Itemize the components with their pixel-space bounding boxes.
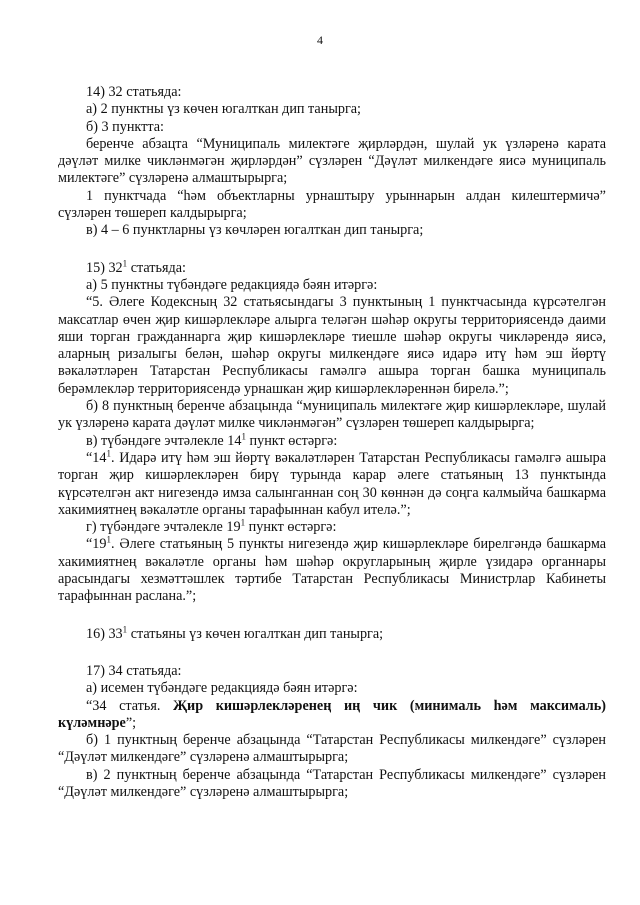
section-15-item-c: [58, 430, 606, 450]
section-15-item-d-suffix: пункт өстәргә:: [245, 519, 337, 536]
section-15-item-d-text: г) түбәндәге эчтәлекле 19: [86, 519, 241, 536]
section-14-paragraph-2: 1 пунктчада “һәм объектларны урнаштыру урыннарын алдан килештермичә” сүзләрен төшереп калдырырга;: [58, 187, 606, 222]
quote-body: . Идарә итү һәм эш йөртү вәкаләтләрен Татарстан Республикасы гамәлгә ашыра торган җир кишәрлекләрен бирү турында карар әлеге статьяның 13 пунктында күрсәтелгән акт нигезендә имза салынганнан соң 30 көннән дә соңга калмыйча башкарма хакимиятнең вәкаләтле органы тарафыннан кабул ителә.”;: [58, 449, 606, 518]
section-15-item-c-text: в) түбәндәге эчтәлекле 14: [86, 432, 242, 449]
superscript: 1: [106, 448, 111, 459]
superscript: 1: [241, 430, 246, 441]
section-15-item-d: [58, 519, 606, 536]
section-17-item-a: а) исемен түбәндәге редакциядә бәян итәргә:: [86, 680, 358, 697]
section-15-item-c-suffix: пункт өстәргә:: [245, 432, 338, 449]
section-14-paragraph-1: беренче абзацта “Муниципаль милектәге җирләрдән, шулай ук үзләренә карата дәүләт милке чикләнмәгән җирләрдән” сүзләрен “Дәүләт милкендәге яисә муниципаль милектәге” сүзләренә алмаштырырга;: [58, 135, 606, 187]
quote-body: . Әлеге статьяның 5 пункты нигезендә җир кишәрлекләре бирелгәндә башкарма хакимиятнең вәкаләтле органы һәм шәһәр округларының җирле үзидарә органнары арасындагы хезмәттәшлек тәртибе Татарстан Республикасы Министрлар Кабинеты тарафыннан раслана.”;: [58, 536, 606, 605]
section-16-text: 16) 33: [86, 625, 123, 642]
superscript: 1: [240, 517, 246, 528]
section-gap: [58, 606, 606, 626]
section-14-item-c: в) 4 – 6 пунктларны үз көчләрен югалткан дип танырга;: [86, 222, 424, 239]
section-16-suffix: статьяны үз көчен югалткан дип танырга;: [127, 625, 384, 642]
section-15-item-a-text: “5. Әлеге Кодексның 32 статьясындагы 3 пунктының 1 пунктчасында күрсәтелгән максатлар өчен җир кишәрлекләре алырга теләгән шәһәр округы территориясендә даими яши торган гражданнарга җир кишәрлекләре тиешле шәһәр округы чикләрендә яисә, аларның ризалыгы белән, шәһәр округы милкендәге яисә идарә итү һәм эш йөртү вәкаләтләрен Татарстан Республикасы гамәлгә ашыра торган башка муниципаль берәмлекләр территориясендә урнашкан җир кишәрлекләреннән бирелә.”;: [58, 294, 606, 397]
superscript: 1: [122, 623, 128, 634]
superscript: 1: [106, 534, 111, 545]
section-15-heading: [58, 257, 606, 277]
article-title-suffix: ”;: [125, 714, 137, 731]
superscript: 1: [122, 257, 128, 268]
section-14-item-a: а) 2 пунктны үз көчен югалткан дип танырга;: [86, 101, 362, 118]
section-gap: [58, 240, 606, 260]
section-17-heading: 17) 34 статьяда:: [86, 662, 182, 679]
section-17-article-title: [58, 698, 606, 733]
section-15-item-a: а) 5 пунктны түбәндәге редакциядә бәян итәргә:: [86, 276, 378, 293]
page-number: 4: [317, 33, 323, 47]
section-15-item-d-text-body: [58, 536, 606, 605]
section-15-item-b: б) 8 пунктның беренче абзацында “муниципаль милектәге җир кишәрлекләре, шулай ук үзләренә карата дәүләт милке чикләнмәгән” сүзләрен төшереп калдырырга;: [58, 398, 606, 432]
article-title-bold: Җир кишәрлекләренең иң чик (минималь һәм максималь) күләмнәре: [58, 697, 606, 731]
article-title-prefix: “34 статья.: [86, 697, 174, 714]
section-15-heading-suffix: статьяда:: [127, 259, 186, 276]
section-15-item-c-text-body: [58, 450, 606, 519]
section-gap: [58, 643, 606, 663]
quote-open: “14: [86, 449, 107, 466]
quote-open: “19: [86, 536, 107, 553]
section-14-heading: 14) 32 статьяда:: [86, 84, 182, 100]
section-16: [58, 623, 606, 643]
document-body: [58, 84, 606, 801]
section-17-item-b: б) 1 пунктның беренче абзацында “Татарстан Республикасы милкендәге” сүзләрен “Дәүләт милкендәге” сүзләренә алмаштырырга;: [58, 732, 606, 766]
section-17-item-c: в) 2 пунктның беренче абзацында “Татарстан Республикасы милкендәге” сүзләрен “Дәүләт милкендәге” сүзләренә алмаштырырга;: [58, 766, 606, 800]
section-14-item-b: б) 3 пунктта:: [86, 118, 164, 135]
section-15-heading-text: 15) 32: [86, 259, 123, 276]
